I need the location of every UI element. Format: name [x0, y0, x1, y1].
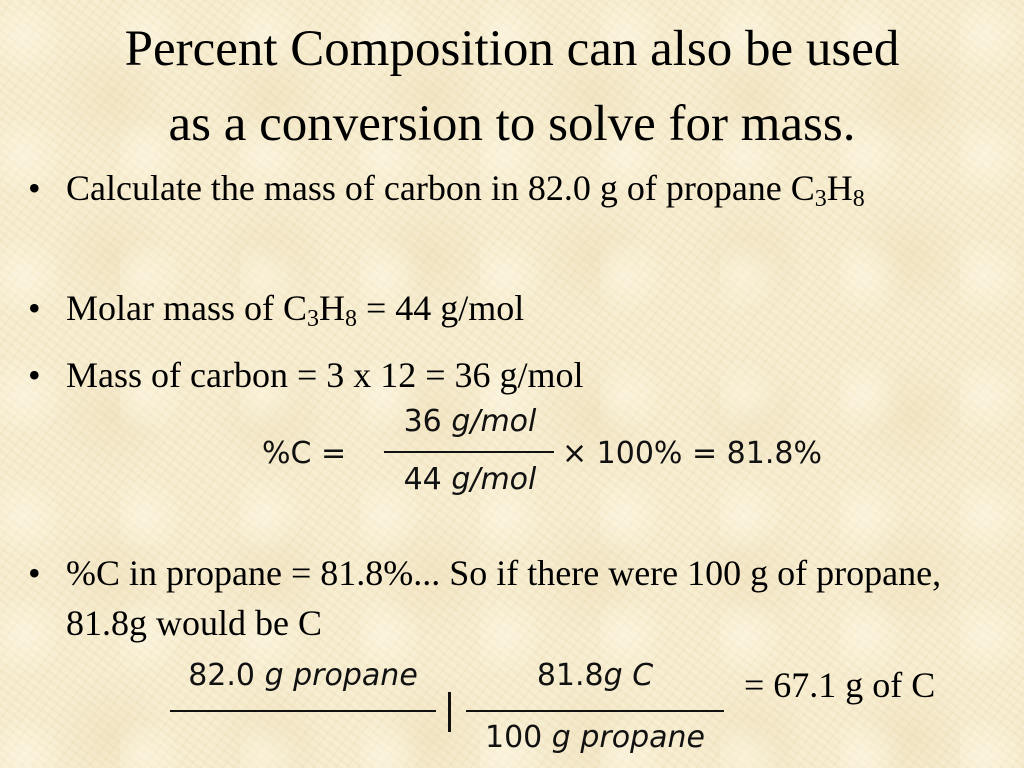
bullet-text: %C in propane = 81.8%... So if there were 100 g of propane, 81.8g would be C [66, 553, 942, 643]
propane-formula: $C_3H_8$ [790, 168, 865, 212]
equation-lhs: %C = [262, 436, 347, 471]
bullet-dot-icon: • [28, 355, 41, 395]
bullet-item [28, 163, 988, 213]
bullet-text: Calculate the mass of carbon in 82.0 g of propane $C_3H_8$ [66, 168, 865, 212]
bullet-item [28, 283, 988, 333]
bullet-dot-icon: • [28, 553, 41, 593]
equation-rhs: × 100% = 81.8% [562, 436, 822, 471]
fraction-bar [466, 710, 724, 712]
title-line-1: Percent Composition can also be used [124, 21, 900, 77]
fraction-numerator: 36 g/mol [403, 404, 537, 439]
title-line-2: as a conversion to solve for mass. [168, 95, 856, 152]
bullet-item [28, 350, 988, 400]
fraction-denominator: 100 g propane [484, 720, 705, 755]
slide-title [12, 12, 1012, 162]
fraction-denominator: 44 g/mol [403, 462, 537, 497]
percent-carbon-equation [262, 402, 872, 502]
bullet-dot-icon: • [28, 168, 41, 208]
bullet-text: Molar mass of $C_3H_8 = 44$ g/mol [66, 288, 525, 332]
fraction-bar [384, 451, 554, 453]
bullet-item [28, 548, 988, 648]
fraction-bar [170, 710, 436, 712]
bullet-text: Mass of carbon = 3 x 12 = 36 g/mol [66, 355, 584, 395]
conversion-separator [448, 692, 451, 732]
bullet-dot-icon: • [28, 288, 41, 328]
mass-conversion-equation [170, 658, 1000, 768]
fraction-numerator: 81.8g C [536, 658, 654, 693]
propane-formula: $C_3H_8$ [282, 288, 357, 332]
equation-result: = 67.1 g of C [744, 665, 936, 705]
given-quantity: 82.0 g propane [188, 658, 418, 693]
